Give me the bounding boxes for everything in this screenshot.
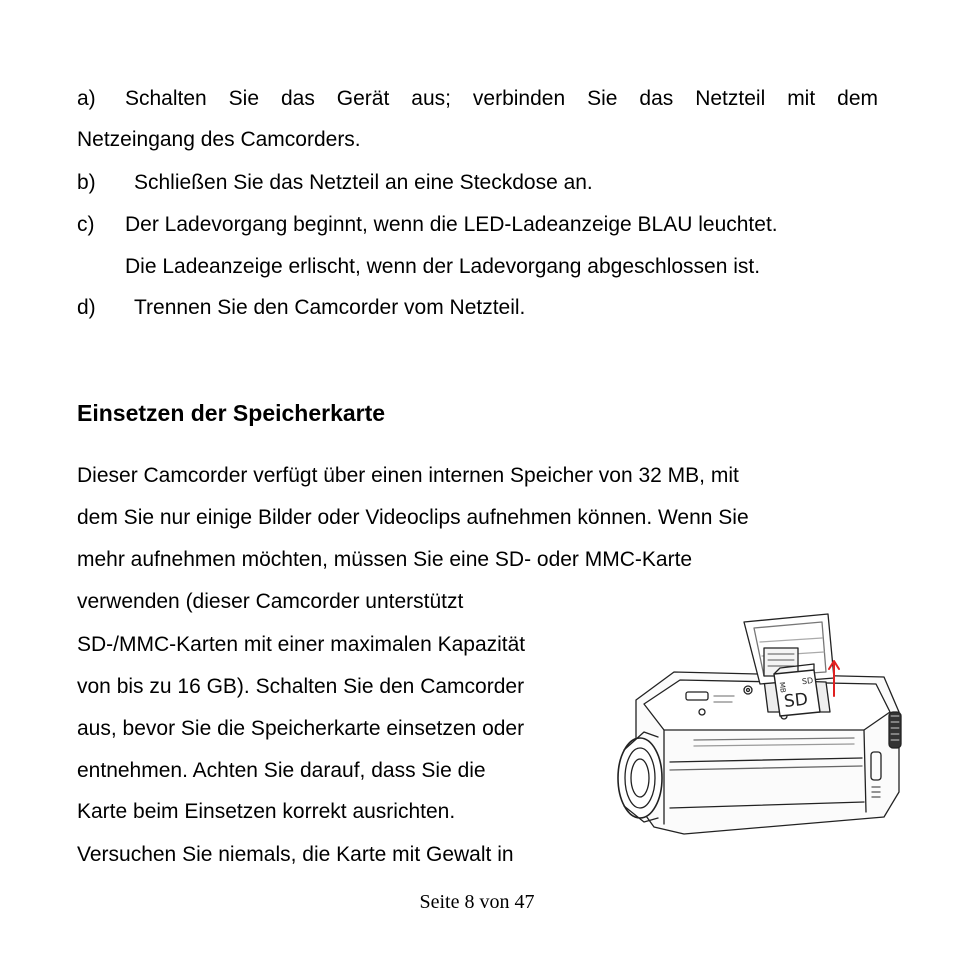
section-heading: Einsetzen der Speicherkarte [77, 400, 386, 426]
step-marker: c) [77, 213, 95, 236]
step-text: Netzeingang des Camcorders. [77, 128, 361, 151]
paragraph-line: verwenden (dieser Camcorder unterstützt [77, 590, 464, 613]
card-label: MB [777, 681, 787, 694]
page-footer: Seite 8 von 47 [419, 891, 535, 913]
step-marker: a) [77, 87, 96, 110]
camcorder-illustration [614, 612, 904, 842]
paragraph-line: dem Sie nur einige Bilder oder Videoclips aufnehmen können. Wenn Sie [77, 506, 749, 529]
paragraph-line: aus, bevor Sie die Speicherkarte einsetzen oder [77, 717, 525, 740]
paragraph-line: von bis zu 16 GB). Schalten Sie den Camcorder [77, 675, 525, 698]
paragraph-line: Versuchen Sie niemals, die Karte mit Gewalt in [77, 843, 514, 866]
paragraph-line: entnehmen. Achten Sie darauf, dass Sie die [77, 759, 486, 782]
paragraph-line: Karte beim Einsetzen korrekt ausrichten. [77, 800, 456, 823]
step-text: Die Ladeanzeige erlischt, wenn der Ladevorgang abgeschlossen ist. [125, 255, 761, 278]
paragraph-line: mehr aufnehmen möchten, müssen Sie eine SD- oder MMC-Karte [77, 548, 693, 571]
step-marker: b) [77, 171, 96, 194]
paragraph-line: SD-/MMC-Karten mit einer maximalen Kapazität [77, 633, 526, 656]
card-label: SD [783, 689, 809, 712]
step-text: Schalten Sie das Gerät aus; verbinden Sie das Netzteil mit dem [125, 87, 878, 110]
step-text: Der Ladevorgang beginnt, wenn die LED-Ladeanzeige BLAU leuchtet. [125, 213, 778, 236]
step-marker: d) [77, 296, 96, 319]
step-text: Schließen Sie das Netzteil an eine Steckdose an. [134, 171, 593, 194]
card-label: SD [801, 676, 814, 687]
paragraph-line: Dieser Camcorder verfügt über einen internen Speicher von 32 MB, mit [77, 464, 739, 487]
step-text: Trennen Sie den Camcorder vom Netzteil. [134, 296, 526, 319]
